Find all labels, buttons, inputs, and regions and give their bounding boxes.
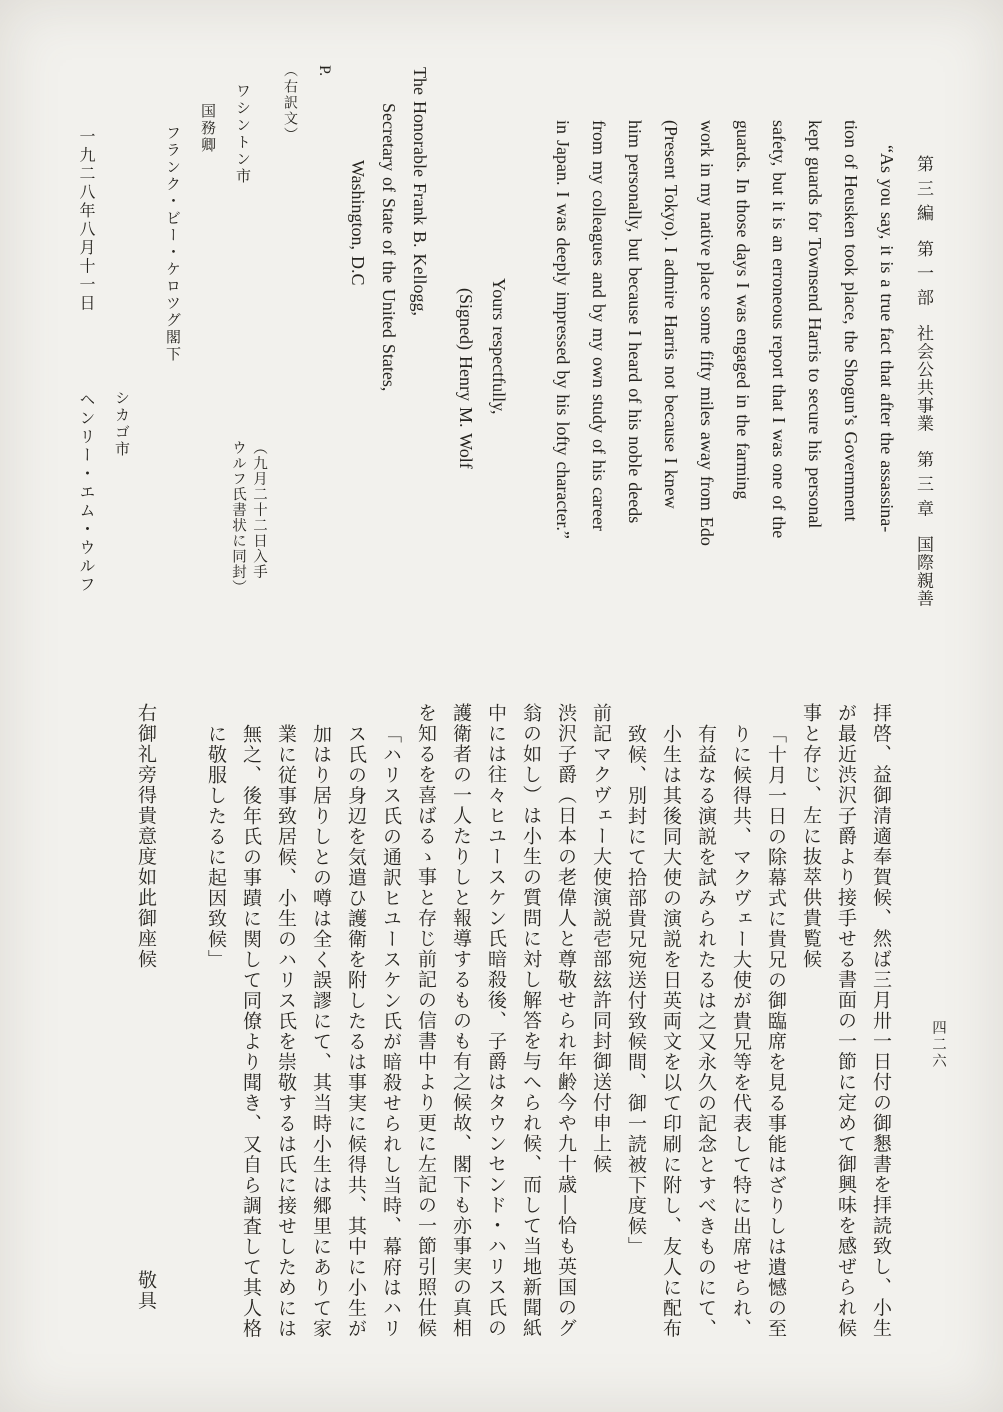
en-letter-line: him personally, but because I heard of his noble deeds bbox=[625, 120, 645, 524]
jp-letter-line: 事と存じ、左に抜萃供貴覧候 bbox=[800, 703, 822, 970]
jp-letter-line: 翁の如し）は小生の質問に対し解答を与へられ候、而して当地新聞紙 bbox=[520, 703, 542, 1339]
jp-letter-line: 前記マクヴェー大使演説壱部玆許同封御送付申上候 bbox=[590, 703, 612, 1175]
jp-letter-line: 有益なる演説を試みられたるは之又永久の記念とすべきものにて、 bbox=[695, 724, 717, 1339]
translation-label: （右訳文） bbox=[282, 63, 298, 143]
jp-letter-line: 拝啓、益御清適奉賀候、然ば三月卅一日付の御懇書を拝読致し、小生 bbox=[870, 703, 892, 1339]
jp-letter-line: 「十月一日の除幕式に貴兄の御臨席を見る事能はざりしは遺憾の至 bbox=[765, 724, 787, 1339]
received-note-line: （九月二十二日入手 bbox=[251, 440, 267, 580]
letter-date: 一九二八年八月十一日 bbox=[77, 128, 96, 313]
sender-city: シカゴ市 bbox=[113, 390, 131, 458]
jp-letter-line: 致候、別封にて拾部貴兄宛送付致候間、御一読被下度候」 bbox=[625, 724, 647, 1257]
jp-letter-body bbox=[98, 703, 898, 1368]
en-letter-addressee: The Honorable Frank B. Kellogg, bbox=[410, 67, 430, 316]
en-letter-line: from my colleagues and by my own study of his career bbox=[589, 120, 609, 531]
en-letter-line: guards. In those days I was engaged in the farming bbox=[733, 120, 753, 500]
jp-letter-line: 加はり居りしとの噂は全く誤謬にて、其当時小生は郷里にありて家 bbox=[310, 724, 332, 1339]
en-letter-line: “As you say, it is a true fact that after the assassina- bbox=[877, 145, 897, 533]
jp-letter-line: 業に従事致居候、小生のハリス氏を崇敬するは氏に接せしためには bbox=[275, 724, 297, 1339]
jp-letter-closing-line bbox=[128, 703, 163, 1368]
en-letter-line: work in my native place some fifty miles away from Edo bbox=[697, 120, 717, 546]
en-letter-line: kept guards for Townsend Harris to secure his personal bbox=[805, 120, 825, 529]
en-letter-closing: Yours respectfully, bbox=[489, 278, 509, 415]
jp-letter-line: りに候得共、マクヴェー大使が貴兄等を代表して特に出席せられ、 bbox=[730, 724, 752, 1339]
jp-letter-line: ス氏の身辺を気遣ひ護衛を附したるは事実に候得共、其中に小生が bbox=[345, 724, 367, 1339]
running-header: 第 三 編 第 一 部 社会公共事業 第 三 章 国際親善 bbox=[913, 155, 933, 608]
recipient-title: 国務卿 bbox=[199, 103, 217, 154]
jp-letter-line: 渋沢子爵（日本の老偉人と尊敬せられ年齢今や九十歳―恰も英国のグ bbox=[555, 703, 577, 1339]
top-section bbox=[60, 55, 940, 695]
jp-letter-line: を知るを喜ばるゝ事と存じ前記の信書中より更に左記の一節引照仕候 bbox=[415, 703, 437, 1339]
closing-salutation: 敬具 bbox=[135, 1269, 157, 1311]
recipient-city: ワシントン市 bbox=[234, 83, 252, 185]
en-letter-addressee: Secretary of State of the United States, bbox=[379, 103, 399, 392]
letter-signer: ヘンリー・エム・ウルフ bbox=[77, 391, 96, 595]
received-note bbox=[227, 440, 269, 650]
jp-letter-line: 護衛者の一人たりしと報導するものも有之候故、閣下も亦事実の真相 bbox=[450, 703, 472, 1339]
page-number: 四二六 bbox=[930, 1020, 946, 1070]
en-letter-addressee: Washington, D.C bbox=[348, 160, 368, 286]
jp-letter-line-text: 右御礼旁得貴意度如此御座候 bbox=[135, 703, 157, 970]
en-letter-line: tion of Heusken took place, the Shogun’s Government bbox=[841, 120, 861, 522]
jp-letter-line: 小生は其後同大使の演説を日英両文を以て印刷に附し、友人に配布 bbox=[660, 724, 682, 1339]
received-note-line: ウルフ氏書状に同封） bbox=[230, 440, 246, 595]
jp-letter-line: 中には往々ヒユースケン氏暗殺後、子爵はタウンセンド・ハリス氏の bbox=[485, 703, 507, 1339]
en-letter-line: (Present Tokyo). I admire Harris not because I knew bbox=[661, 120, 681, 509]
en-letter-signature: (Signed) Henry M. Wolf bbox=[456, 288, 476, 469]
recipient-name: フランク・ビー・ケロツグ閣下 bbox=[164, 125, 182, 363]
jp-letter-line: が最近渋沢子爵より接手せる書面の一節に定めて御興味を感ぜられ候 bbox=[835, 703, 857, 1339]
en-letter-line: in Japan. I was deeply impressed by his lofty character.” bbox=[553, 120, 573, 539]
jp-letter-line: 無之、後年氏の事蹟に関して同僚より聞き、又自ら調査して其人格 bbox=[240, 724, 262, 1339]
date-signature-column bbox=[69, 55, 104, 695]
en-letter-line: safety, but it is an erroneous report that I was one of the bbox=[769, 120, 789, 539]
jp-letter-line: 「ハリス氏の通訳ヒユースケン氏が暗殺せられし当時、幕府はハリ bbox=[380, 724, 402, 1339]
postscript-mark: P. bbox=[316, 65, 333, 77]
jp-letter-line: に敬服したるに起因致候」 bbox=[205, 724, 227, 970]
